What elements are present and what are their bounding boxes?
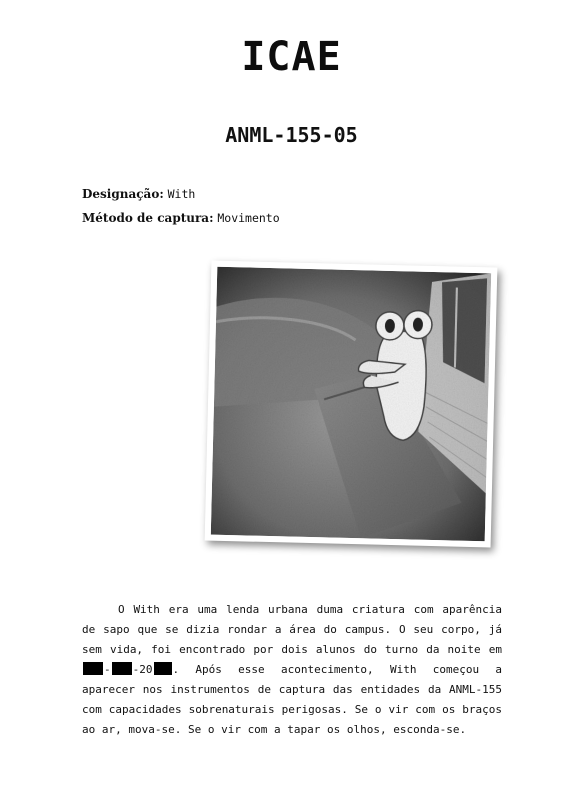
designation-field — [82, 187, 195, 201]
capture-method-value: Movimento — [217, 211, 280, 225]
date-separator-1: - — [104, 663, 111, 676]
designation-value: With — [167, 187, 196, 201]
redacted-day — [83, 662, 103, 675]
description-part-2: . Após esse acontecimento, With começou a aparecer nos instrumentos de captura das entidades da ANML-155 com capacidades sobrenaturais perigosas. Se o vir com os braços ao ar, mova-se. Se o vir com a tapar os olhos, esconda-se. — [82, 663, 502, 736]
redacted-month — [112, 662, 132, 675]
year-prefix: 20 — [139, 663, 153, 676]
frog-creature-photo-icon — [211, 267, 491, 542]
description-paragraph — [82, 600, 502, 740]
designation-label: Designação: — [82, 187, 164, 201]
org-title: ICAE — [241, 34, 342, 80]
evidence-photo — [205, 261, 498, 548]
capture-method-label: Método de captura: — [82, 211, 214, 225]
description-part-1: O With era uma lenda urbana duma criatura com aparência de sapo que se dizia rondar a área do campus. O seu corpo, já sem vida, foi encontrado por dois alunos do turno da noite em — [82, 603, 502, 656]
redacted-year — [154, 662, 172, 675]
capture-method-field — [82, 211, 280, 225]
entity-id: ANML-155-05 — [225, 123, 358, 147]
date-separator-2: - — [132, 663, 140, 676]
